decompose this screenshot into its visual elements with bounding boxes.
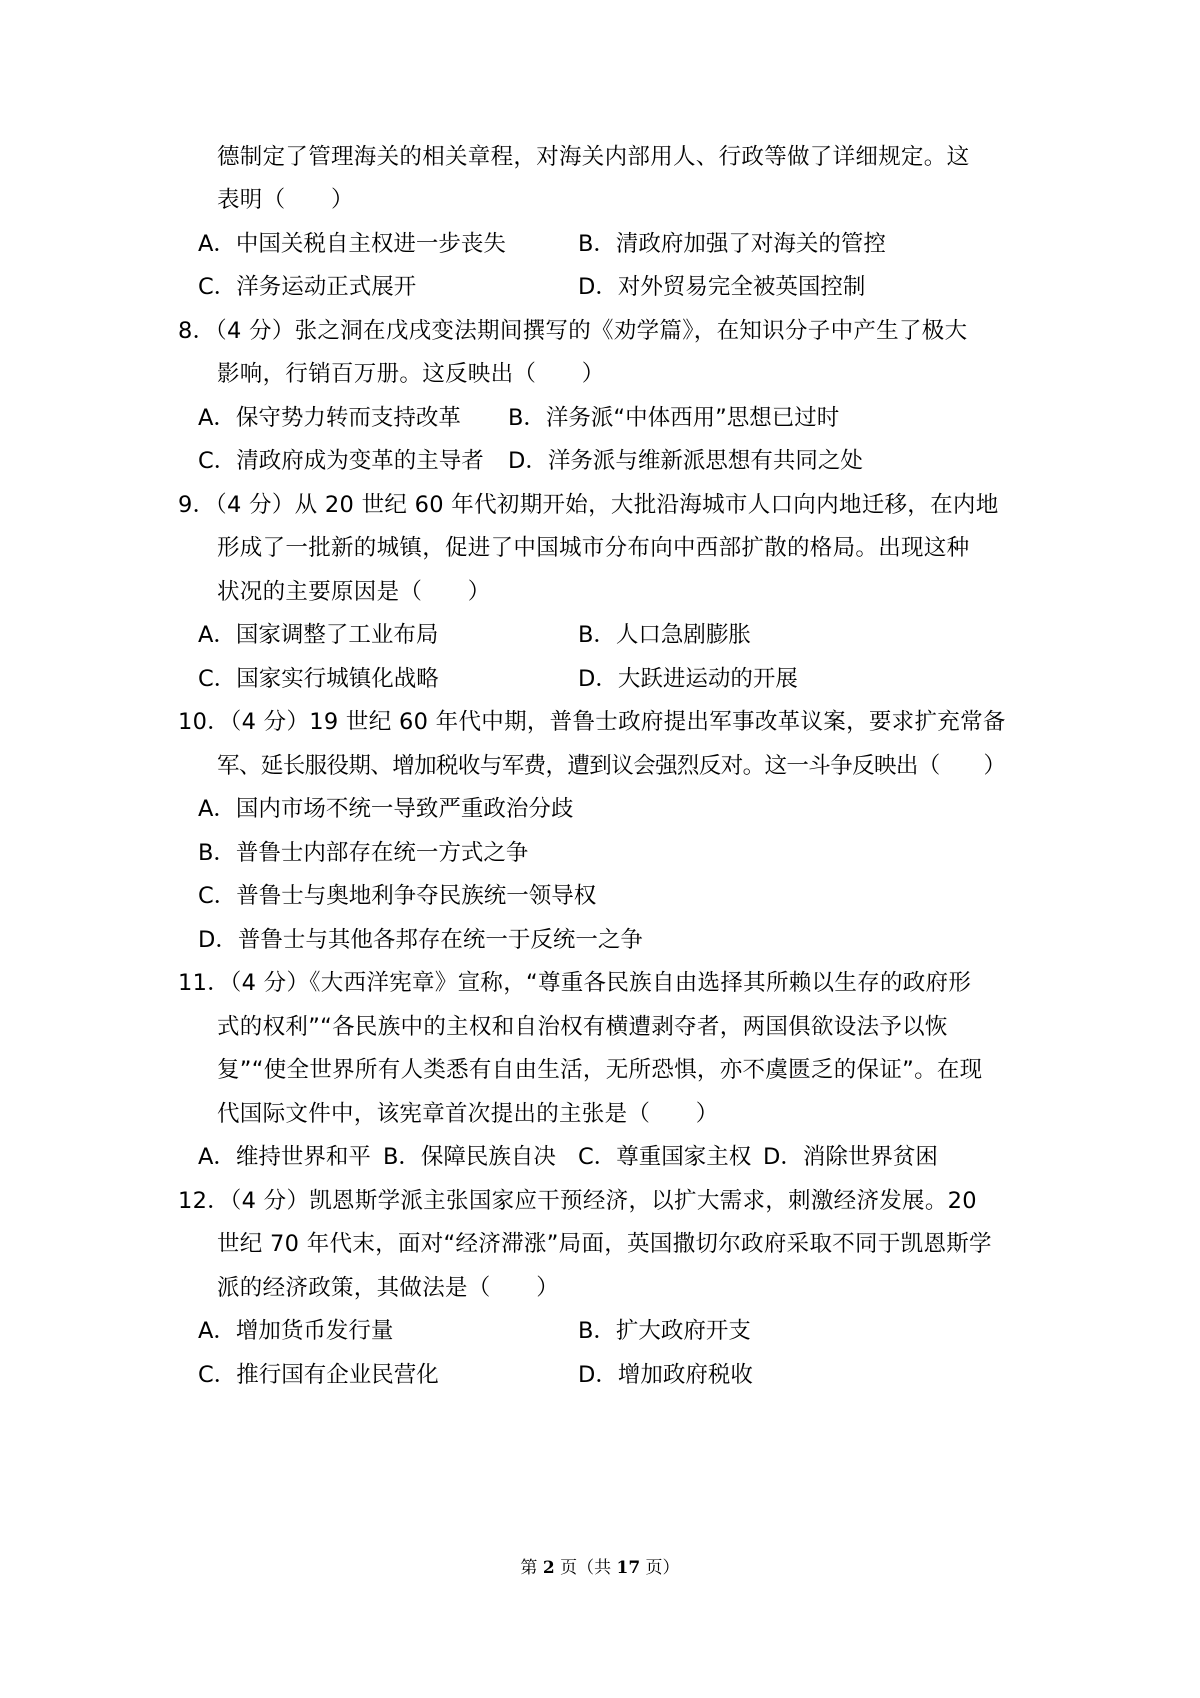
q9-stem-line-2: 形成了一批新的城镇，促进了中国城市分布向中西部扩散的格局。出现这种 — [217, 535, 970, 561]
q12-option-c: C．推行国有企业民营化 — [198, 1362, 439, 1388]
q7-stem-line-2: 表明（ ） — [217, 187, 354, 213]
q7-option-d: D．对外贸易完全被英国控制 — [578, 274, 866, 300]
q11-option-d: D．消除世界贫困 — [763, 1144, 938, 1170]
q8-option-b: B．洋务派“中体西用”思想已过时 — [508, 405, 840, 431]
q9-option-c: C．国家实行城镇化战略 — [198, 666, 439, 692]
q9-stem-line-3: 状况的主要原因是（ ） — [217, 579, 491, 605]
q7-option-c: C．洋务运动正式展开 — [198, 274, 417, 300]
q9-option-d: D．大跃进运动的开展 — [578, 666, 798, 692]
q10-option-d: D．普鲁士与其他各邦存在统一于反统一之争 — [198, 927, 643, 953]
q11-stem-line-1: 11．（4 分）《大西洋宪章》宣称，“尊重各民族自由选择其所赖以生存的政府形 — [178, 970, 972, 996]
page-footer — [0, 1556, 1200, 1580]
q12-option-d: D．增加政府税收 — [578, 1362, 753, 1388]
q11-stem-line-2: 式的权利”“各民族中的主权和自治权有横遭剥夺者，两国俱欲设法予以恢 — [217, 1014, 948, 1040]
q9-stem-line-1: 9．（4 分）从 20 世纪 60 年代初期开始，大批沿海城市人口向内地迁移，在内地 — [178, 492, 999, 518]
q11-option-c: C．尊重国家主权 — [578, 1144, 752, 1170]
q7-option-b: B．清政府加强了对海关的管控 — [578, 231, 886, 257]
footer-prefix: 第 — [520, 1558, 543, 1578]
q9-option-b: B．人口急剧膨胀 — [578, 622, 751, 648]
q8-option-d: D．洋务派与维新派思想有共同之处 — [508, 448, 863, 474]
q12-stem-line-2: 世纪 70 年代末，面对“经济滞涨”局面，英国撒切尔政府采取不同于凯恩斯学 — [217, 1231, 992, 1257]
q10-option-b: B．普鲁士内部存在统一方式之争 — [198, 840, 529, 866]
q8-option-c: C．清政府成为变革的主导者 — [198, 448, 484, 474]
q12-stem-line-1: 12．（4 分）凯恩斯学派主张国家应干预经济，以扩大需求，刺激经济发展。20 — [178, 1188, 977, 1214]
q8-stem-line-2: 影响，行销百万册。这反映出（ ） — [217, 361, 605, 387]
footer-suffix: 页） — [640, 1558, 680, 1578]
q8-stem-line-1: 8．（4 分）张之洞在戊戌变法期间撰写的《劝学篇》，在知识分子中产生了极大 — [178, 318, 968, 344]
q12-option-b: B．扩大政府开支 — [578, 1318, 751, 1344]
footer-page-number: 2 — [542, 1558, 555, 1578]
q12-option-a: A．增加货币发行量 — [198, 1318, 394, 1344]
q11-stem-line-3: 复”“使全世界所有人类悉有自由生活，无所恐惧，亦不虞匮乏的保证”。在现 — [217, 1057, 983, 1083]
q7-option-a: A．中国关税自主权进一步丧失 — [198, 231, 506, 257]
q12-stem-line-3: 派的经济政策，其做法是（ ） — [217, 1275, 560, 1301]
q11-option-b: B．保障民族自决 — [383, 1144, 556, 1170]
q8-option-a: A．保守势力转而支持改革 — [198, 405, 461, 431]
q9-option-a: A．国家调整了工业布局 — [198, 622, 439, 648]
q7-stem-line-1: 德制定了管理海关的相关章程，对海关内部用人、行政等做了详细规定。这 — [217, 144, 970, 170]
q10-stem-line-2: 军、延长服役期、增加税收与军费，遭到议会强烈反对。这一斗争反映出（ ） — [217, 753, 1006, 779]
q10-option-a: A．国内市场不统一导致严重政治分歧 — [198, 796, 574, 822]
q10-option-c: C．普鲁士与奥地利争夺民族统一领导权 — [198, 883, 597, 909]
footer-total-pages: 17 — [616, 1558, 641, 1578]
footer-middle: 页（共 — [554, 1558, 617, 1578]
q10-stem-line-1: 10．（4 分）19 世纪 60 年代中期，普鲁士政府提出军事改革议案，要求扩充常备 — [178, 709, 1006, 735]
q11-stem-line-4: 代国际文件中，该宪章首次提出的主张是（ ） — [217, 1101, 719, 1127]
q11-option-a: A．维持世界和平 — [198, 1144, 371, 1170]
